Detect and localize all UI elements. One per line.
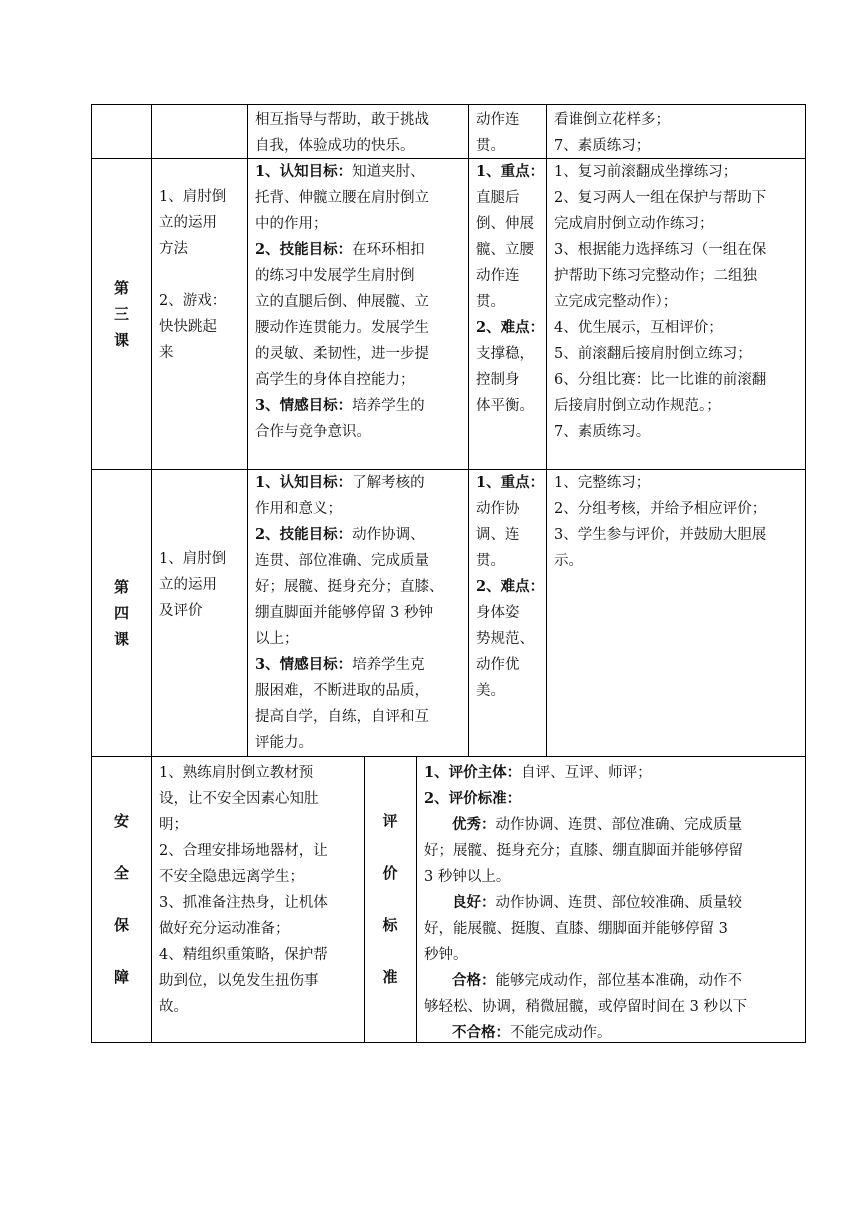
top-content-cell <box>151 104 248 159</box>
eval-line <box>424 864 800 890</box>
lesson3-process <box>546 158 806 470</box>
lesson4-label <box>91 469 152 757</box>
keypoint-line: 贯。 <box>476 553 505 569</box>
text-line: 立的运用 <box>159 577 217 593</box>
keypoint-heading: 2、难点： <box>476 578 545 595</box>
keypoint-heading: 1、重点： <box>476 474 545 491</box>
goal-heading: 1、认知目标： <box>255 474 353 491</box>
text-line: 动作连 <box>476 112 520 128</box>
safety-line: 2、合理安排场地器材，让 <box>159 843 328 859</box>
evaluation-standards <box>416 756 806 1043</box>
safety-line: 助到位，以免发生扭伤事 <box>159 973 319 989</box>
eval-line <box>424 942 800 968</box>
safety-line: 3、抓准备注热身，让机体 <box>159 895 328 911</box>
process-line: 2、分组考核，并给予相应评价； <box>554 501 767 517</box>
lesson3-goals <box>247 158 469 470</box>
eval-text: 动作协调、连贯、部位准确、完成质量 <box>495 817 742 833</box>
eval-text: 不能完成动作。 <box>510 1025 612 1041</box>
eval-line <box>424 760 800 786</box>
label-char: 第 <box>113 278 129 297</box>
goal-text: 腰动作连贯能力。发展学生 <box>255 320 429 336</box>
lesson4-process <box>546 469 806 757</box>
text-line: 贯。 <box>476 138 505 154</box>
process-line: 完成肩肘倒立动作练习； <box>554 216 714 232</box>
label-char: 价 <box>382 864 398 882</box>
goal-line <box>255 263 463 289</box>
goal-line <box>255 600 463 626</box>
eval-line <box>424 916 800 942</box>
goal-line <box>255 211 463 237</box>
label-char: 第 <box>113 577 129 596</box>
goal-text: 中的作用； <box>255 216 328 232</box>
keypoint-line: 势规范、 <box>476 631 534 647</box>
keypoint-line: 美。 <box>476 683 505 699</box>
goal-text: 在环环相扣 <box>352 242 425 258</box>
eval-heading: 2、评价标准： <box>424 790 522 807</box>
goal-line <box>255 367 463 393</box>
eval-heading: 优秀： <box>452 816 496 833</box>
label-char: 标 <box>382 916 398 934</box>
text-line: 及评价 <box>159 603 203 619</box>
goal-text: 合作与竞争意识。 <box>255 424 371 440</box>
goal-line <box>255 678 463 704</box>
eval-heading: 不合格： <box>452 1024 510 1041</box>
keypoint-line: 直腿后 <box>476 190 520 206</box>
process-line: 3、根据能力选择练习（一组在保 <box>554 242 767 258</box>
process-line: 后接肩肘倒立动作规范。； <box>554 398 721 414</box>
label-char: 障 <box>113 968 129 986</box>
goal-text: 绷直脚面并能够停留 3 秒钟 <box>255 605 433 621</box>
goal-line <box>255 626 463 652</box>
goal-heading: 2、技能目标： <box>255 241 353 258</box>
safety-items <box>151 756 365 1043</box>
goal-line <box>255 185 463 211</box>
lesson3-label <box>91 158 152 470</box>
goal-heading: 3、情感目标： <box>255 656 353 673</box>
goal-line <box>255 470 463 496</box>
process-line: 7、素质练习。 <box>554 424 651 440</box>
text-line: 立的运用 <box>159 215 217 231</box>
process-line: 3、学生参与评价，并鼓励大胆展 <box>554 527 767 543</box>
keypoint-heading: 1、重点： <box>476 163 545 180</box>
label-char: 三 <box>113 304 129 323</box>
lesson3-content <box>151 158 248 470</box>
label-char: 课 <box>113 629 129 648</box>
text-line: 看谁倒立花样多； <box>554 112 670 128</box>
keypoint-line: 动作协 <box>476 501 520 517</box>
text-line: 自我，体验成功的快乐。 <box>255 138 415 154</box>
text-line: 方法 <box>159 241 188 257</box>
eval-text: 秒钟。 <box>424 947 468 963</box>
goal-line <box>255 289 463 315</box>
goal-text: 培养学生的 <box>352 398 425 414</box>
eval-text: 够轻松、协调，稍微屈髋，或停留时间在 3 秒以下 <box>424 999 747 1015</box>
lesson3-keypoints <box>468 158 547 470</box>
keypoint-line <box>476 574 545 600</box>
keypoint-line: 倒、伸展 <box>476 216 534 232</box>
goal-heading: 2、技能目标： <box>255 526 353 543</box>
eval-heading: 1、评价主体： <box>424 764 522 781</box>
safety-line: 明； <box>159 817 188 833</box>
goal-line <box>255 419 463 445</box>
goal-text: 的练习中发展学生肩肘倒 <box>255 268 415 284</box>
goal-text: 了解考核的 <box>352 475 425 491</box>
eval-line <box>424 786 800 812</box>
goal-line <box>255 237 463 263</box>
goal-text: 培养学生克 <box>352 657 425 673</box>
label-char: 准 <box>382 968 398 986</box>
label-char: 保 <box>113 916 129 934</box>
eval-line <box>424 994 800 1020</box>
process-line: 6、分组比赛：比一比谁的前滚翻 <box>554 372 767 388</box>
label-char: 评 <box>382 812 398 830</box>
text-line: 1、肩肘倒 <box>159 189 227 205</box>
keypoint-heading: 2、难点： <box>476 319 545 336</box>
eval-text: 3 秒钟以上。 <box>424 869 511 885</box>
goal-line <box>255 652 463 678</box>
keypoint-line: 髋、立腰 <box>476 242 534 258</box>
process-line: 2、复习两人一组在保护与帮助下 <box>554 190 767 206</box>
eval-line <box>424 968 800 994</box>
text-line: 相互指导与帮助，敢于挑战 <box>255 112 429 128</box>
goal-heading: 1、认知目标： <box>255 163 353 180</box>
safety-line: 不安全隐患远离学生； <box>159 869 304 885</box>
eval-line <box>424 838 800 864</box>
label-char: 四 <box>113 603 129 622</box>
lesson4-keypoints <box>468 469 547 757</box>
top-label-cell <box>91 104 152 159</box>
safety-line: 设，让不安全因素心知肚 <box>159 791 319 807</box>
goal-line <box>255 393 463 419</box>
eval-heading: 合格： <box>452 972 496 989</box>
label-char: 课 <box>113 330 129 349</box>
eval-line <box>424 812 800 838</box>
goal-text: 高学生的身体自控能力； <box>255 372 415 388</box>
goal-line <box>255 730 463 756</box>
goal-text: 动作协调、 <box>352 527 425 543</box>
text-line: 1、肩肘倒 <box>159 551 227 567</box>
eval-text: 能够完成动作，部位基本准确，动作不 <box>495 973 742 989</box>
goal-text: 连贯、部位准确、完成质量 <box>255 553 429 569</box>
goal-text: 的灵敏、柔韧性，进一步提 <box>255 346 429 362</box>
goal-text: 托背、伸髋立腰在肩肘倒立 <box>255 190 429 206</box>
top-goals-cell <box>247 104 469 159</box>
goal-text: 立的直腿后倒、伸展髋、立 <box>255 294 429 310</box>
eval-text: 自评、互评、师评； <box>521 765 652 781</box>
safety-line: 4、精组织重策略，保护帮 <box>159 947 328 963</box>
goal-heading: 3、情感目标： <box>255 397 353 414</box>
goal-line <box>255 548 463 574</box>
keypoint-line: 支撑稳， <box>476 346 534 362</box>
text-line: 来 <box>159 345 174 361</box>
eval-line <box>424 1020 800 1043</box>
keypoint-line: 身体姿 <box>476 605 520 621</box>
safety-line: 故。 <box>159 999 188 1015</box>
goal-text: 服困难，不断进取的品质， <box>255 683 429 699</box>
process-line: 5、前滚翻后接肩肘倒立练习； <box>554 346 752 362</box>
goal-line <box>255 159 463 185</box>
goal-line <box>255 522 463 548</box>
safety-label <box>91 756 152 1043</box>
eval-heading: 良好： <box>452 894 496 911</box>
evaluation-label <box>364 756 417 1043</box>
keypoint-line: 动作连 <box>476 268 520 284</box>
goal-line <box>255 315 463 341</box>
process-line: 4、优生展示，互相评价； <box>554 320 723 336</box>
goal-text: 作用和意义； <box>255 501 342 517</box>
process-line: 护帮助下练习完整动作；二组独 <box>554 268 757 284</box>
text-line: 快快跳起 <box>159 319 217 335</box>
goal-line <box>255 341 463 367</box>
lesson4-content <box>151 469 248 757</box>
keypoint-line: 体平衡。 <box>476 398 534 414</box>
keypoint-line: 调、连 <box>476 527 520 543</box>
label-char: 全 <box>113 864 129 882</box>
process-line: 1、复习前滚翻成坐撑练习； <box>554 164 738 180</box>
goal-line <box>255 496 463 522</box>
lesson4-goals <box>247 469 469 757</box>
goal-text: 知道夹肘、 <box>352 164 425 180</box>
eval-text: 好，能展髋、挺腹、直膝、绷脚面并能够停留 3 <box>424 921 728 937</box>
goal-text: 评能力。 <box>255 735 313 751</box>
top-process-cell <box>546 104 806 159</box>
keypoint-line: 动作优 <box>476 657 520 673</box>
label-char: 安 <box>113 812 129 830</box>
keypoint-line <box>476 470 545 496</box>
eval-text: 好；展髋、挺身充分；直膝、绷直脚面并能够停留 <box>424 843 743 859</box>
keypoint-line <box>476 315 545 341</box>
text-line: 2、游戏： <box>159 293 227 309</box>
keypoint-line: 贯。 <box>476 294 505 310</box>
process-line: 示。 <box>554 553 583 569</box>
process-line: 立完成完整动作）； <box>554 294 678 310</box>
goal-line <box>255 704 463 730</box>
goal-line <box>255 574 463 600</box>
eval-text: 动作协调、连贯、部位较准确、质量较 <box>495 895 742 911</box>
goal-text: 好；展髋、挺身充分；直膝、 <box>255 579 444 595</box>
eval-line <box>424 890 800 916</box>
keypoint-line: 控制身 <box>476 372 520 388</box>
goal-text: 提高自学，自练，自评和互 <box>255 709 429 725</box>
top-keypoints-cell <box>468 104 547 159</box>
process-line: 1、完整练习； <box>554 475 651 491</box>
keypoint-line <box>476 159 545 185</box>
safety-line: 1、熟练肩肘倒立教材预 <box>159 765 314 781</box>
safety-line: 做好充分运动准备； <box>159 921 290 937</box>
text-line <box>159 262 242 288</box>
goal-text: 以上； <box>255 631 299 647</box>
text-line: 7、素质练习； <box>554 138 651 154</box>
